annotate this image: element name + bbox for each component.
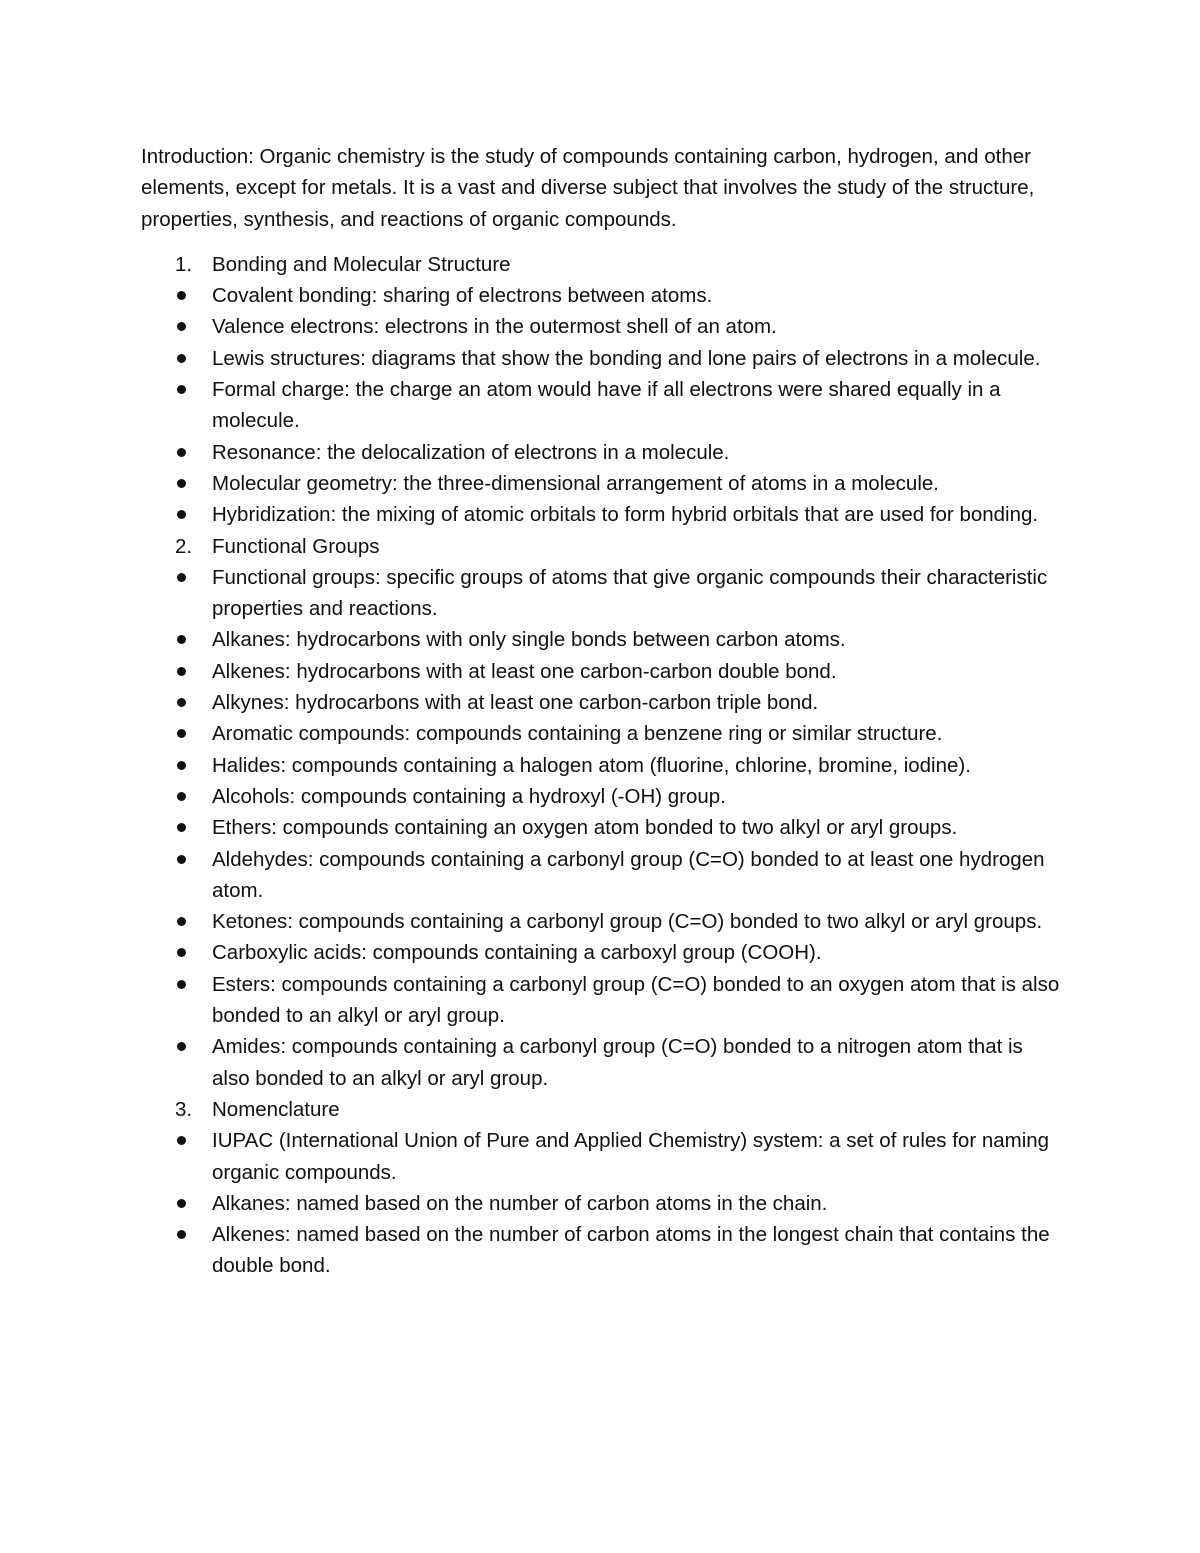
list-item xyxy=(141,906,1061,937)
bullet-icon xyxy=(177,322,186,331)
list-item xyxy=(141,437,1061,468)
list-item xyxy=(141,656,1061,687)
list-item xyxy=(141,468,1061,499)
list-item xyxy=(141,1031,1061,1094)
bullet-icon xyxy=(177,667,186,676)
list-number: 2. xyxy=(175,534,193,558)
list-item-text: Alkenes: named based on the number of carbon atoms in the longest chain that contains the double bond. xyxy=(212,1223,1050,1278)
bullet-icon xyxy=(177,1042,186,1051)
list-item xyxy=(141,781,1061,812)
list-item-text: Functional groups: specific groups of atoms that give organic compounds their characteristic properties and reactions. xyxy=(212,565,1048,621)
list-number: 3. xyxy=(175,1097,193,1121)
bullet-icon xyxy=(177,573,186,582)
section-heading xyxy=(141,531,1061,562)
list-item xyxy=(141,750,1061,781)
list-item-text: Aldehydes: compounds containing a carbonyl group (C=O) bonded to at least one hydrogen atom. xyxy=(212,847,1045,902)
list-item-text: Alcohols: compounds containing a hydroxyl (-OH) group. xyxy=(212,784,726,808)
list-item xyxy=(141,844,1061,907)
list-item xyxy=(141,718,1061,749)
list-item xyxy=(141,812,1061,843)
list-item xyxy=(141,1188,1061,1219)
outline-list xyxy=(141,249,1061,1282)
list-item-text: Carboxylic acids: compounds containing a carboxyl group (COOH). xyxy=(212,941,822,965)
section-heading-text: Bonding and Molecular Structure xyxy=(212,252,511,276)
bullet-icon xyxy=(177,729,186,738)
bullet-icon xyxy=(177,698,186,707)
list-item-text: Formal charge: the charge an atom would have if all electrons were shared equally in a molecule. xyxy=(212,378,1001,433)
bullet-icon xyxy=(177,917,186,926)
list-item-text: Valence electrons: electrons in the outermost shell of an atom. xyxy=(212,315,777,339)
bullet-icon xyxy=(177,948,186,957)
bullet-icon xyxy=(177,855,186,864)
bullet-icon xyxy=(177,354,186,363)
list-item-text: Aromatic compounds: compounds containing a benzene ring or similar structure. xyxy=(212,722,943,746)
bullet-icon xyxy=(177,1230,186,1239)
bullet-icon xyxy=(177,385,186,394)
list-item-text: Amides: compounds containing a carbonyl group (C=O) bonded to a nitrogen atom that is also bonded to an alkyl or aryl group. xyxy=(212,1035,1023,1090)
list-item-text: Molecular geometry: the three-dimensional arrangement of atoms in a molecule. xyxy=(212,471,939,495)
list-item xyxy=(141,343,1061,374)
list-item-text: Covalent bonding: sharing of electrons between atoms. xyxy=(212,284,713,308)
list-item xyxy=(141,562,1061,625)
bullet-icon xyxy=(177,635,186,644)
list-item xyxy=(141,687,1061,718)
list-item xyxy=(141,937,1061,968)
section-heading-text: Functional Groups xyxy=(212,534,380,558)
list-item xyxy=(141,374,1061,437)
section-heading-text: Nomenclature xyxy=(212,1097,340,1121)
section-heading xyxy=(141,1094,1061,1125)
list-item-text: Alkanes: named based on the number of carbon atoms in the chain. xyxy=(212,1191,828,1215)
list-item xyxy=(141,1219,1061,1282)
list-item xyxy=(141,280,1061,311)
list-item-text: Alkenes: hydrocarbons with at least one carbon-carbon double bond. xyxy=(212,659,837,683)
list-item-text: Resonance: the delocalization of electrons in a molecule. xyxy=(212,440,730,464)
bullet-icon xyxy=(177,761,186,770)
bullet-icon xyxy=(177,823,186,832)
list-item-text: IUPAC (International Union of Pure and Applied Chemistry) system: a set of rules for naming organic compounds. xyxy=(212,1129,1050,1184)
list-item-text: Alkanes: hydrocarbons with only single bonds between carbon atoms. xyxy=(212,628,846,652)
list-number: 1. xyxy=(175,252,193,276)
list-item-text: Esters: compounds containing a carbonyl group (C=O) bonded to an oxygen atom that is also bonded to an alkyl or aryl group. xyxy=(212,972,1060,1028)
list-item xyxy=(141,311,1061,342)
bullet-icon xyxy=(177,1136,186,1145)
bullet-icon xyxy=(177,479,186,488)
bullet-icon xyxy=(177,980,186,989)
bullet-icon xyxy=(177,792,186,801)
list-item-text: Ketones: compounds containing a carbonyl group (C=O) bonded to two alkyl or aryl groups. xyxy=(212,910,1043,934)
bullet-icon xyxy=(177,448,186,457)
bullet-icon xyxy=(177,510,186,519)
list-item xyxy=(141,624,1061,655)
list-item xyxy=(141,499,1061,530)
bullet-icon xyxy=(177,291,186,300)
bullet-icon xyxy=(177,1199,186,1208)
list-item-text: Lewis structures: diagrams that show the bonding and lone pairs of electrons in a molecule. xyxy=(212,346,1041,370)
intro-paragraph: Introduction: Organic chemistry is the study of compounds containing carbon, hydrogen, and other elements, except for metals. It is a vast and diverse subject that involves the study of the structure, properties, synthesis, and reactions of organic compounds. xyxy=(141,145,1035,231)
document-body xyxy=(141,141,1061,1282)
section-heading xyxy=(141,249,1061,280)
list-item-text: Ethers: compounds containing an oxygen atom bonded to two alkyl or aryl groups. xyxy=(212,816,958,840)
list-item xyxy=(141,969,1061,1032)
list-item-text: Hybridization: the mixing of atomic orbitals to form hybrid orbitals that are used for bonding. xyxy=(212,503,1039,527)
list-item-text: Alkynes: hydrocarbons with at least one carbon-carbon triple bond. xyxy=(212,691,819,715)
list-item xyxy=(141,1125,1061,1188)
list-item-text: Halides: compounds containing a halogen atom (fluorine, chlorine, bromine, iodine). xyxy=(212,753,971,777)
